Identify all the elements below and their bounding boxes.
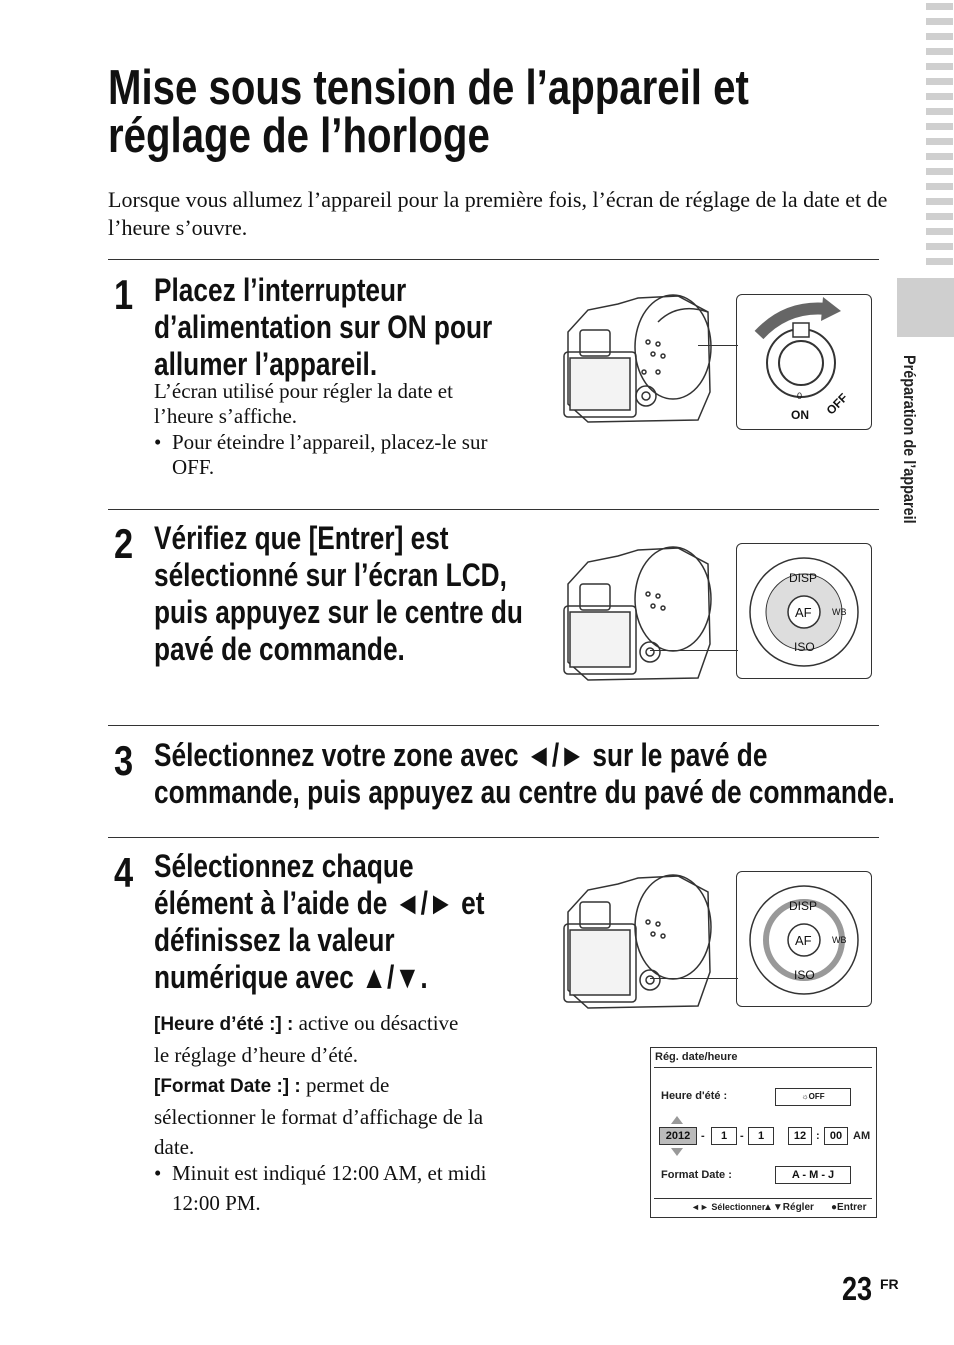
summer-time-label: Heure d'été : <box>661 1090 728 1102</box>
dial-disp-label: DISP <box>789 899 818 913</box>
date-format-value[interactable]: A - M - J <box>775 1166 851 1184</box>
date-separator: - <box>740 1130 744 1142</box>
page-title <box>108 61 749 163</box>
page-title-line: réglage de l’horloge <box>108 109 490 163</box>
control-pad-detail <box>736 871 872 1007</box>
dial-disp-label: DISP <box>789 571 818 585</box>
dial-iso-label: ISO <box>794 968 815 982</box>
control-pad-detail <box>736 543 872 679</box>
step-heading: Vérifiez que [Entrer] est sélectionné sur l’écran LCD, puis appuyez sur le centre du pavé de commande. <box>154 520 523 667</box>
month-field[interactable]: 1 <box>711 1127 737 1145</box>
switch-off-label: OFF <box>823 390 851 418</box>
step-number: 4 <box>114 849 134 896</box>
page-number: 23 <box>842 1270 873 1307</box>
date-separator: - <box>701 1130 705 1142</box>
bullet-text: Minuit est indiqué 12:00 AM, et midi 12:00 PM. <box>172 1161 487 1215</box>
camera-back-illustration <box>558 292 728 426</box>
step-heading: Sélectionnez votre zone avec ◄/► sur le pavé de commande, puis appuyez au centre du pavé de commande. <box>154 737 895 810</box>
down-arrow-icon <box>671 1148 683 1156</box>
step-number: 3 <box>114 737 134 784</box>
hour-field[interactable]: 12 <box>788 1127 812 1145</box>
step-number: 2 <box>114 520 134 567</box>
dial-wb-label: WB <box>832 607 847 617</box>
ampm-label: AM <box>853 1130 871 1142</box>
section-tab-marker <box>897 278 954 337</box>
camera-back-illustration <box>558 872 728 1012</box>
switch-on-label: ON <box>791 408 809 422</box>
bullet-item: • <box>154 430 162 454</box>
date-format-label: Format Date : <box>661 1169 732 1181</box>
year-field[interactable]: 2012 <box>659 1127 697 1145</box>
divider <box>108 259 879 260</box>
time-separator: : <box>816 1130 820 1142</box>
summer-time-value[interactable]: ☼OFF <box>775 1088 851 1106</box>
minute-field[interactable]: 00 <box>824 1127 848 1145</box>
step-body: L’écran utilisé pour régler la date et l’heure s’affiche. <box>154 379 453 428</box>
power-switch-detail <box>736 294 872 430</box>
camera-back-illustration <box>558 544 728 684</box>
bullet-text: Pour éteindre l’appareil, placez-le sur OFF. <box>172 430 488 479</box>
dial-af-label: AF <box>795 933 812 948</box>
dial-iso-label: ISO <box>794 640 815 654</box>
callout-line <box>650 650 738 651</box>
step-number: 1 <box>114 271 134 318</box>
page-title-line: Mise sous tension de l’appareil et <box>108 61 749 115</box>
section-label: Préparation de l’appareil <box>900 355 919 524</box>
footer-adjust-hint: ▲▼Régler <box>763 1202 814 1213</box>
up-arrow-icon <box>671 1116 683 1124</box>
step-heading: Placez l’interrupteur d’alimentation sur ON pour allumer l’appareil. <box>154 272 493 382</box>
callout-line <box>650 978 738 979</box>
callout-line <box>698 345 738 346</box>
dial-wb-label: WB <box>832 935 847 945</box>
page-number-suffix: FR <box>880 1276 899 1292</box>
date-time-settings-screen <box>650 1047 877 1218</box>
screen-title: Rég. date/heure <box>655 1051 738 1063</box>
divider <box>108 509 879 510</box>
footer-select-hint: ◄► Sélectionner <box>691 1202 766 1212</box>
day-field[interactable]: 1 <box>748 1127 774 1145</box>
step-body: [Heure d’été :] : active ou désactive le réglage d’heure d’été. [Format Date :] : permet de sélectionner le format d’affichage de la date. <box>154 1011 484 1159</box>
switch-zero-label: 0 <box>797 391 803 401</box>
divider <box>108 725 879 726</box>
dial-af-label: AF <box>795 605 812 620</box>
divider <box>108 837 879 838</box>
footer-enter-hint[interactable]: ●Entrer <box>831 1202 867 1213</box>
intro-paragraph: Lorsque vous allumez l’appareil pour la première fois, l’écran de réglage de la date et de l’heure s’ouvre. <box>108 187 888 240</box>
step-heading: Sélectionnez chaque élément à l’aide de ◄/► et définissez la valeur numérique avec ▲/▼. <box>154 848 485 995</box>
bullet-item: • <box>154 1161 162 1185</box>
